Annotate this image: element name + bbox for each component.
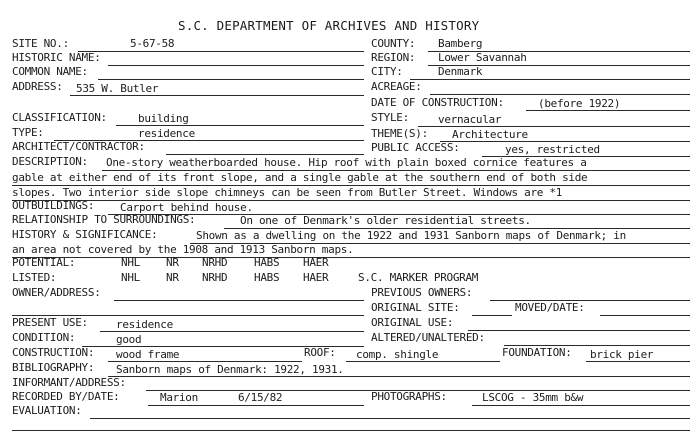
potential-nhl: NHL (121, 256, 140, 269)
foundation-value: brick pier (590, 348, 654, 361)
original-site-label: ORIGINAL SITE: (371, 301, 460, 314)
listed-nrhd: NRHD (202, 271, 228, 284)
bibliography-label: BIBLIOGRAPHY: (12, 361, 95, 374)
history-line-2: an area not covered by the 1908 and 1913 Sanborn maps. (12, 243, 354, 256)
potential-nrhd: NRHD (202, 256, 228, 269)
potential-nr: NR (166, 256, 179, 269)
original-site-line (472, 315, 512, 316)
informant-label: INFORMANT/ADDRESS: (12, 376, 126, 389)
moved-date-label: MOVED/DATE: (515, 301, 585, 314)
site-no-value: 5-67-58 (130, 37, 175, 50)
construction-label: CONSTRUCTION: (12, 346, 95, 359)
acreage-label: ACREAGE: (371, 80, 422, 93)
roof-line (346, 361, 500, 362)
region-value: Lower Savannah (438, 51, 527, 64)
potential-habs: HABS (254, 256, 280, 269)
site-no-line (78, 51, 364, 52)
classification-value: building (138, 112, 189, 125)
common-name-label: COMMON NAME: (12, 65, 88, 78)
relationship-label: RELATIONSHIP TO SURROUNDINGS: (12, 213, 196, 226)
address-line (70, 95, 364, 96)
listed-habs: HABS (254, 271, 280, 284)
recorded-by-line (148, 405, 364, 406)
evaluation-line (90, 418, 690, 419)
county-value: Bamberg (438, 37, 483, 50)
style-line (418, 126, 690, 127)
altered-label: ALTERED/UNALTERED: (371, 331, 485, 344)
description-line-3: slopes. Two interior side slope chimneys can be seen from Butler Street. Windows are *1 (12, 186, 563, 199)
recorded-date-value: 6/15/82 (238, 391, 283, 404)
relationship-value: On one of Denmark's older residential streets. (240, 214, 531, 227)
present-use-line (100, 331, 364, 332)
history-line-1: Shown as a dwelling on the 1922 and 1931 Sanborn maps of Denmark; in (196, 229, 626, 242)
themes-line (440, 141, 690, 142)
bibliography-value: Sanborn maps of Denmark: 1922, 1931. (116, 363, 344, 376)
marker-program-label: S.C. MARKER PROGRAM (358, 271, 479, 284)
condition-label: CONDITION: (12, 331, 76, 344)
moved-date-line (600, 315, 690, 316)
listed-nhl: NHL (121, 271, 140, 284)
address-value: 535 W. Butler (76, 82, 159, 95)
listed-haer: HAER (303, 271, 329, 284)
bibliography-line (108, 376, 690, 377)
original-use-line (468, 330, 690, 331)
classification-label: CLASSIFICATION: (12, 111, 107, 124)
description-line-2: gable at either end of its front slope, and a single gable at the southern end of both side (12, 171, 588, 184)
type-value: residence (138, 127, 195, 140)
style-value: vernacular (438, 113, 502, 126)
history-rule-2 (12, 257, 690, 258)
county-label: COUNTY: (371, 37, 416, 50)
classification-line (116, 125, 364, 126)
history-label: HISTORY & SIGNIFICANCE: (12, 228, 158, 241)
previous-owners-label: PREVIOUS OWNERS: (371, 286, 473, 299)
present-use-value: residence (116, 318, 173, 331)
description-rule-3 (12, 200, 690, 201)
date-of-construction-line (526, 110, 690, 111)
construction-line (108, 361, 302, 362)
original-use-label: ORIGINAL USE: (371, 316, 454, 329)
photographs-value: LSCOG - 35mm b&w (482, 391, 584, 404)
photographs-label: PHOTOGRAPHS: (371, 390, 447, 403)
recorded-by-value: Marion (160, 391, 198, 404)
owner-address-label: OWNER/ADDRESS: (12, 286, 101, 299)
themes-value: Architecture (452, 128, 528, 141)
roof-value: comp. shingle (356, 348, 439, 361)
foundation-line (586, 361, 690, 362)
city-line (410, 79, 690, 80)
page-title: S.C. DEPARTMENT OF ARCHIVES AND HISTORY (178, 18, 480, 33)
type-label: TYPE: (12, 126, 44, 139)
architect-line (166, 154, 364, 155)
present-use-label: PRESENT USE: (12, 316, 88, 329)
historic-name-label: HISTORIC NAME: (12, 51, 101, 64)
city-label: CITY: (371, 65, 403, 78)
construction-value: wood frame (116, 348, 180, 361)
description-label: DESCRIPTION: (12, 155, 88, 168)
listed-label: LISTED: (12, 271, 57, 284)
outbuildings-label: OUTBUILDINGS: (12, 199, 95, 212)
historic-name-line (108, 65, 364, 66)
evaluation-line-2 (12, 430, 690, 431)
themes-label: THEME(S): (371, 127, 428, 140)
region-label: REGION: (371, 51, 416, 64)
condition-value: good (116, 333, 142, 346)
common-name-line (98, 79, 364, 80)
photographs-line (472, 405, 690, 406)
recorded-by-label: RECORDED BY/DATE: (12, 390, 120, 403)
outbuildings-value: Carport behind house. (120, 201, 253, 214)
foundation-label: FOUNDATION: (502, 346, 572, 359)
listed-nr: NR (166, 271, 179, 284)
potential-label: POTENTIAL: (12, 256, 76, 269)
roof-label: ROOF: (304, 346, 336, 359)
style-label: STYLE: (371, 111, 409, 124)
date-of-construction-label: DATE OF CONSTRUCTION: (371, 96, 504, 109)
evaluation-label: EVALUATION: (12, 404, 82, 417)
potential-haer: HAER (303, 256, 329, 269)
date-of-construction-value: (before 1922) (538, 97, 621, 110)
public-access-value: yes, restricted (505, 143, 600, 156)
public-access-label: PUBLIC ACCESS: (371, 141, 460, 154)
address-label: ADDRESS: (12, 80, 63, 93)
site-no-label: SITE NO.: (12, 37, 69, 50)
acreage-line (430, 94, 690, 95)
city-value: Denmark (438, 65, 483, 78)
description-line-1: One-story weatherboarded house. Hip roof with plain boxed cornice features a (106, 156, 587, 169)
architect-label: ARCHITECT/CONTRACTOR: (12, 140, 145, 153)
owner-address-line (114, 300, 364, 301)
